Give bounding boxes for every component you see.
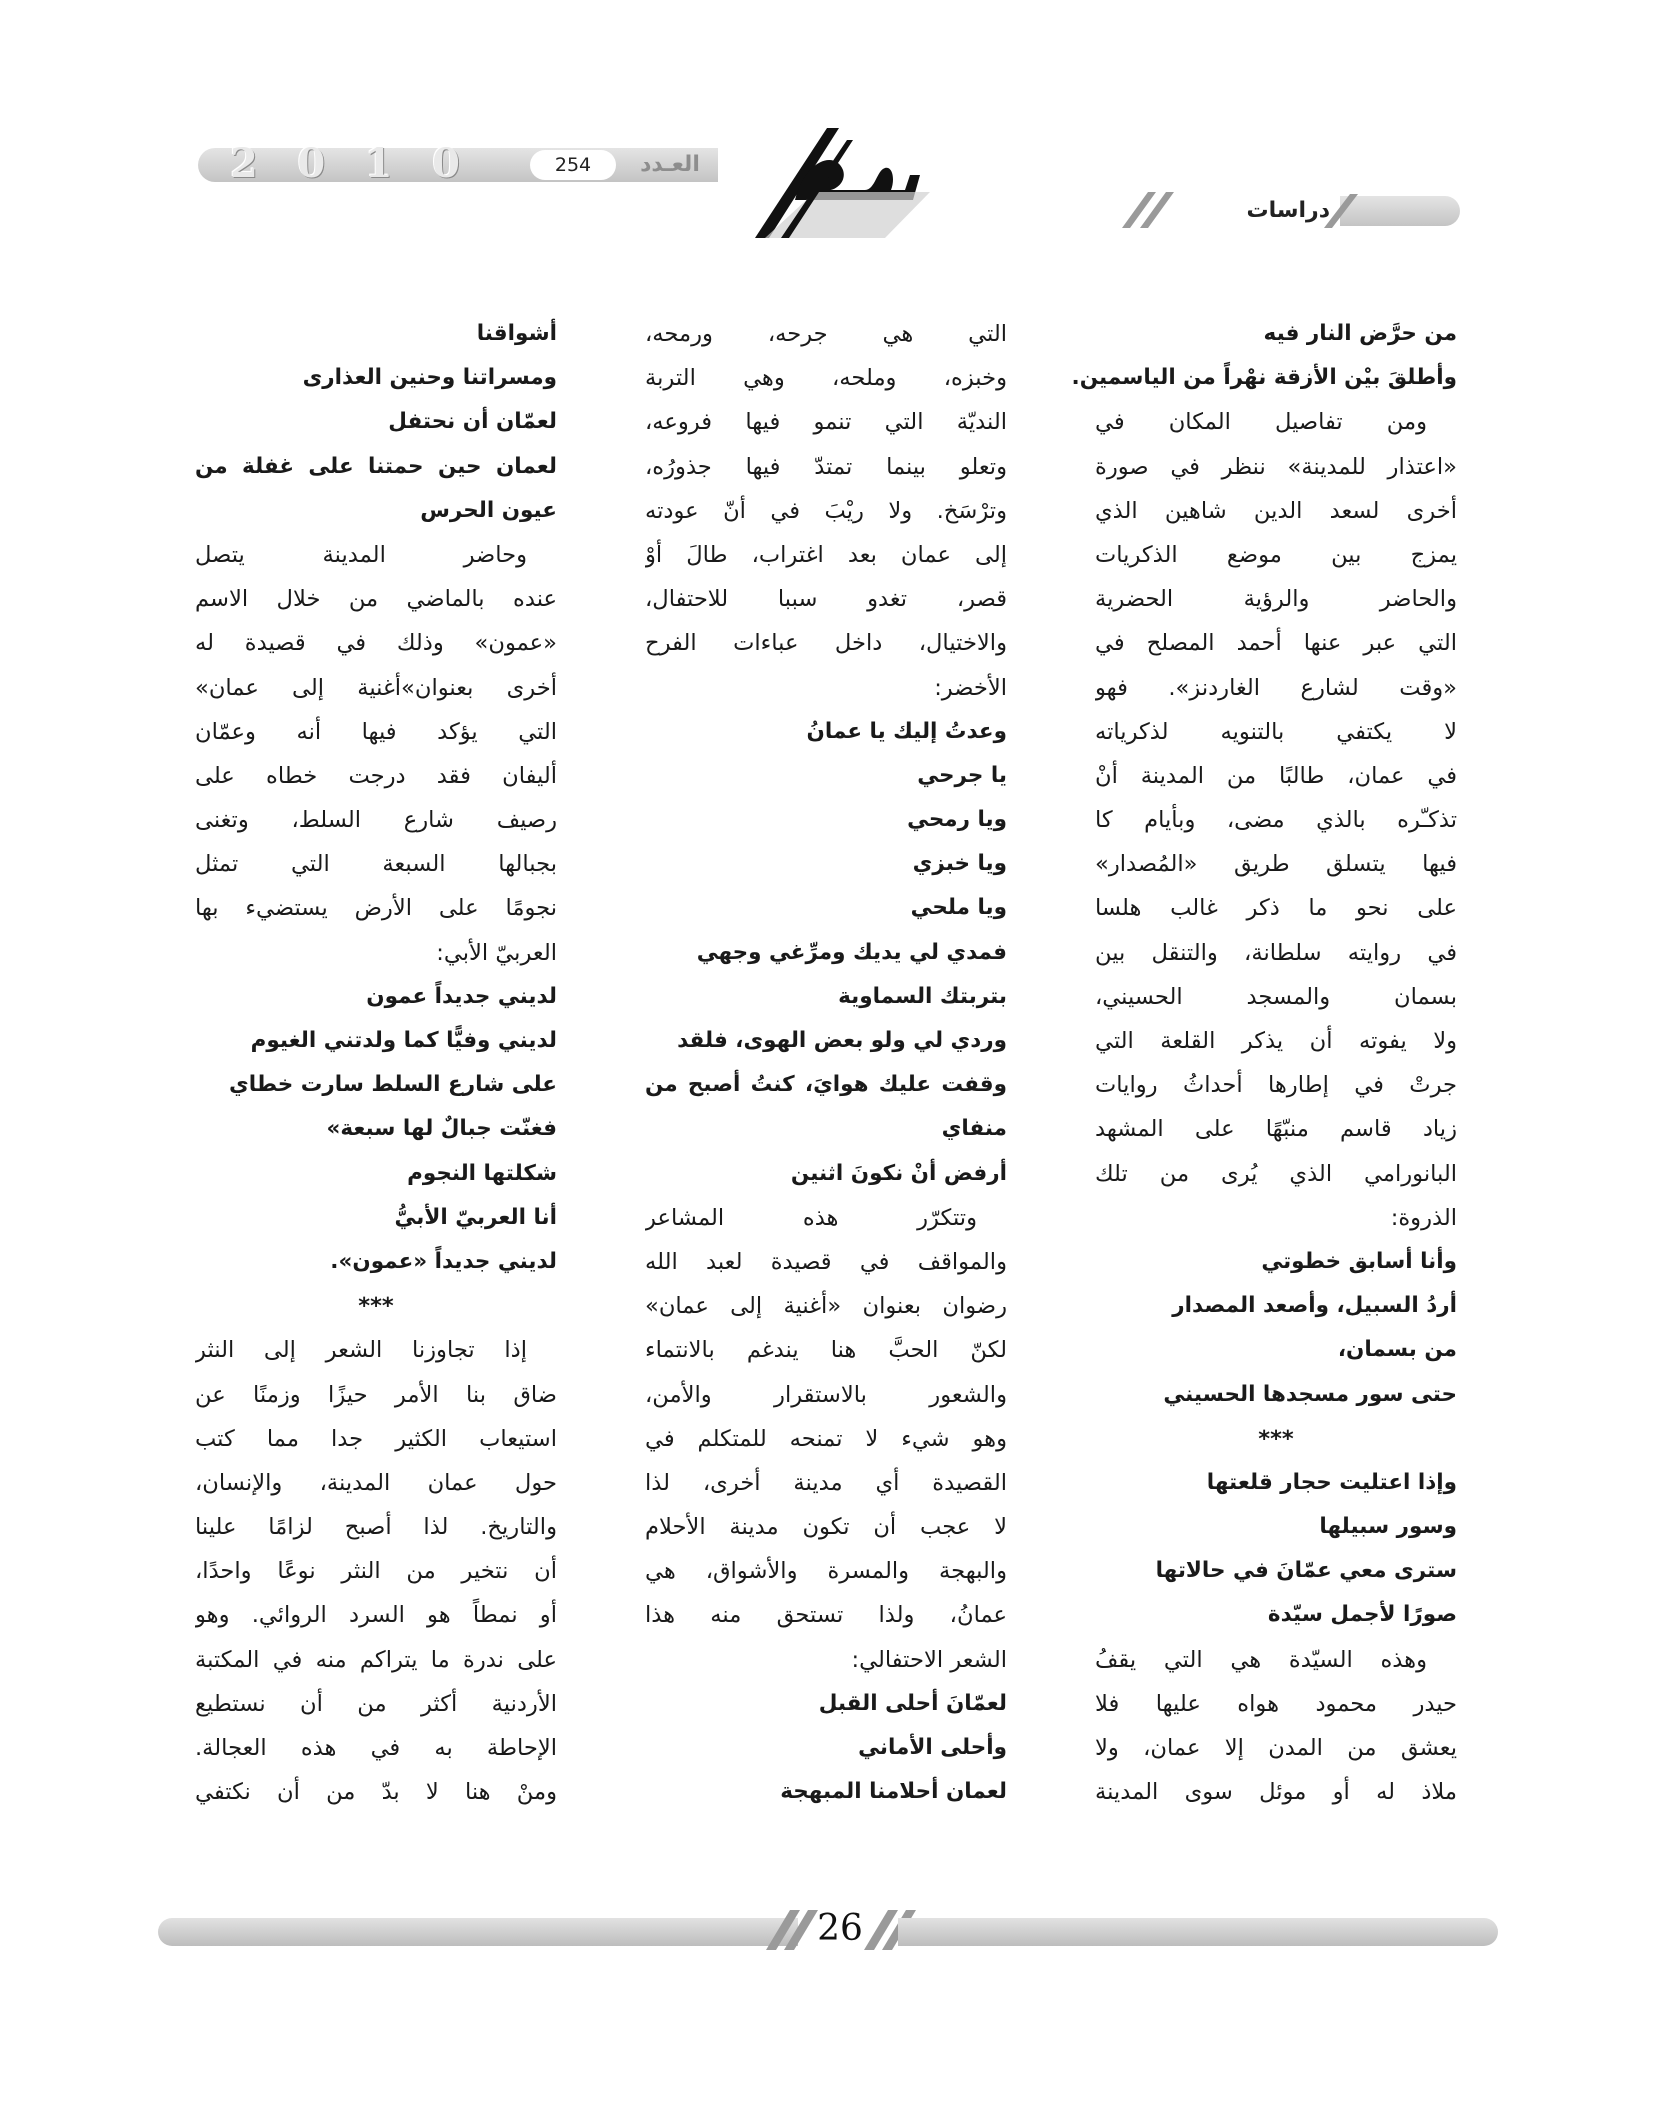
poem-line: أردُ السبيل، وأصعد المصدار [1172,1293,1457,1319]
year-digit: 1 [364,140,393,187]
text-line: وتعلو بينما تمتدّ فيها جذورُه، [645,453,1007,480]
poem-line: أشواقنا [476,321,557,346]
text-line: حيدر محمود هواه عليها فلا [1095,1690,1457,1717]
poem-line: لديني جديداً عمون [366,983,557,1009]
issue-year [230,140,460,186]
text-line: لا عجب أن تكون مدينة الأحلام [645,1514,1007,1541]
poem-line: على شارع السلط سارت خطاي [229,1072,557,1098]
text-line: حول عمان المدينة، والإنسان، [195,1469,557,1496]
text-line: رصيف شارع السلط، وتغنى [195,807,557,834]
text-line: أليفان فقد درجت خطاه على [195,762,557,789]
text-line: الذروة: [1390,1204,1457,1231]
poem-line: ويا ملحي [910,895,1007,921]
poem-line: من حرَّض النار فيه [1263,321,1457,346]
poem-line: شكلتها النجوم [407,1160,557,1186]
text-line: إلى عمان بعد اغتراب، طالَ أوْ [645,541,1007,568]
poem-line: يا جرحي [917,762,1007,788]
text-line: فيها يتسلق طريق «المُصدار» [1095,851,1457,878]
text-line: على ندرة ما يتراكم منه في المكتبة [195,1646,557,1673]
text-line: في عمان، طالبًا من المدينة أنْ [1095,762,1457,789]
text-line: والاختيال، داخل عباءات الفرح [645,630,1007,657]
poem-line: فغنّت جبالٌ لها سبعة» [326,1116,557,1142]
poem-line: منفاي [941,1116,1007,1142]
text-line: الإحاطة به في هذه العجالة. [195,1735,557,1761]
poem-line: ويا خبزي [912,851,1007,877]
poem-line: وأحلى الأماني [858,1735,1007,1760]
text-line: الأخضر: [934,674,1007,701]
text-line: وهو شيء لا تمنحه للمتكلم في [645,1425,1007,1452]
section-title: دراسات [1246,198,1330,223]
poem-line: لعمان أحلامنا المبهجة [780,1779,1007,1805]
text-line: وهذه السيّدة هي التي يقفُ [1095,1646,1427,1673]
year-digit: 0 [297,140,326,187]
poem-line: وإذا اعتليت حجار قلعتها [1206,1469,1457,1495]
text-line: يعشق من المدن إلا عمان، ولا [1095,1735,1457,1761]
text-line: والمواقف في قصيدة لعبد الله [645,1248,1007,1275]
poem-line: ويا رمحي [907,807,1007,833]
text-line: أو نمطاً هو السرد الروائي. وهو [195,1602,557,1629]
text-line: نجومًا على الأرض يستضيء بها [195,895,557,922]
footer-band-right [898,1918,1498,1946]
issue-label: العـدد [640,152,700,177]
text-line: قصر، تغدو سببا للاحتفال، [645,586,1007,613]
text-line: إذا تجاوزنا الشعر إلى النثر [195,1337,527,1364]
text-line: ومنْ هنا لا بدّ من أن نكتفي [195,1779,557,1806]
poem-line: بتربتك السماوية [838,983,1007,1009]
text-line: التي عبر عنها أحمد المصلح في [1095,630,1457,657]
poem-line: أرفض أنْ نكونَ اثنين [790,1160,1007,1186]
text-line: والبهجة والمسرة والأشواق، هي [645,1558,1007,1585]
section-separator: *** [1258,1425,1294,1452]
text-line: بجبالها السبعة التي تمثل [195,851,557,878]
poem-line: سترى معي عمّانَ في حالاتها [1155,1558,1457,1584]
text-line: «وقت لشارع الغاردنز». فهو [1095,674,1457,701]
text-line: والشعور بالاستقرار والأمن، [645,1381,1007,1408]
poem-line: فمدي لي يديك ومرِّغي وجهي [696,939,1007,965]
poem-line: وسور سبيلها [1319,1514,1457,1540]
text-line: ولا يفوته أن يذكر القلعة التي [1095,1028,1457,1054]
text-column-middle [645,312,1007,1814]
text-line: عنده بالماضي من خلال الاسم [195,586,557,613]
text-line: الشعر الاحتفالي: [851,1646,1007,1673]
poem-line: لديني جديداً «عمون». [330,1248,557,1274]
text-line: بسمان والمسجد الحسيني، [1095,983,1457,1010]
text-line: رضوان بعنوان «أغنية إلى عمان» [645,1293,1007,1320]
magazine-logo [735,120,935,240]
text-line: ضاق بنا الأمر حيزًا وزمنًا عن [195,1381,557,1408]
text-line: على نحو ما ذكر غالب هلسا [1095,895,1457,922]
text-line: النديّة التي تنمو فيها فروعه، [645,409,1007,436]
text-line: التي يؤكد فيها أنه وعمّان [195,718,557,745]
text-line: وترْسَخ. ولا ريْبَ في أنّ عودته [645,497,1007,524]
poem-line: أنا العربيّ الأبيُّ [394,1204,557,1230]
text-line: ملاذ له أو موئل سوى المدينة [1095,1779,1457,1806]
text-column-right [1071,312,1457,1814]
text-line: تذكـّره بالذي مضى، وبأيام كا [1095,807,1457,834]
year-digit: 0 [432,140,460,187]
text-line: أن نتخير من النثر نوعًا واحدًا، [195,1558,557,1585]
header-slash-icon [1318,192,1388,232]
issue-number: 254 [530,150,616,180]
text-line: أخرى لسعد الدين شاهين الذي [1095,497,1457,524]
text-line: ومن تفاصيل المكان في [1095,409,1427,436]
text-line: في روايته سلطانة، والتنقل بين [1095,939,1457,966]
poem-line: لعمان حين حمتنا على غفلة من [195,453,557,479]
text-line: أخرى بعنوان»أغنية إلى عمان» [195,674,557,701]
text-line: القصيدة أي مدينة أخرى، لذا [645,1469,1007,1496]
poem-line: من بسمان، [1337,1337,1457,1363]
text-line: البانورامي الذي يُرى من تلك [1095,1160,1457,1187]
section-separator: *** [358,1293,394,1320]
text-line: جرتْ في إطارها أحداثُ روايات [1095,1072,1457,1099]
text-line: والتاريخ. لذا أصبح لزامًا علينا [195,1514,557,1541]
footer-band-left [158,1918,798,1946]
poem-line: وأطلقَ بيْن الأزقة نهْراً من الياسمين. [1071,365,1457,391]
poem-line: ومسراتنا وحنين العذارى [302,365,557,391]
text-line: العربيّ الأبي: [436,939,557,966]
text-line: وحاضر المدينة يتصل [195,541,527,568]
text-line: «عمون» وذلك في قصيدة له [195,630,557,657]
text-line: زياد قاسم منبّهًا على المشهد [1095,1116,1457,1143]
page-number: 26 [817,1908,863,1949]
text-line: والحاضر والرؤية الحضرية [1095,586,1457,613]
text-line: وتتكرّر هذه المشاعر [645,1204,977,1231]
poem-line: حتى سور مسجدها الحسيني [1163,1381,1457,1407]
poem-line: وأنا أسابق خطوتي [1261,1248,1457,1274]
poem-line: لديني وفيًّا كما ولدتني الغيوم [250,1028,557,1053]
header-slash-icon [1110,190,1180,230]
text-line: لكنّ الحبَّ هنا يندغم بالانتماء [645,1337,1007,1364]
poem-line: صورًا لأجمل سيّدة [1267,1602,1457,1628]
poem-line: وقفت عليك هوايَ، كنتُ أصبح من [645,1072,1007,1098]
text-line: لا يكتفي بالتنويه لذكرياته [1095,718,1457,745]
text-line: «اعتذار للمدينة» ننظر في صورة [1095,453,1457,480]
year-digit: 2 [230,140,258,187]
text-line: التي هي جرحه، ورمحه، [645,321,1007,347]
poem-line: لعمّانَ أحلى القبل [818,1690,1007,1716]
text-line: استيعاب الكثير جدا مما كتب [195,1425,557,1452]
text-line: وخبزه، وملحه، وهي التربة [645,365,1007,392]
poem-line: عيون الحرس [420,497,557,523]
poem-line: لعمّان أن نحتفل [388,409,557,435]
text-column-left [195,312,557,1814]
text-line: عمانُ، ولذا تستحق منه هذا [645,1602,1007,1629]
poem-line: وردي لي ولو بعض الهوى، فلقد [677,1028,1007,1053]
poem-line: وعدتُ إليك يا عمانُ [806,718,1007,744]
text-line: الأردنية أكثر من أن نستطيع [195,1690,557,1717]
text-line: يمزج بين موضع الذكريات [1095,541,1457,568]
